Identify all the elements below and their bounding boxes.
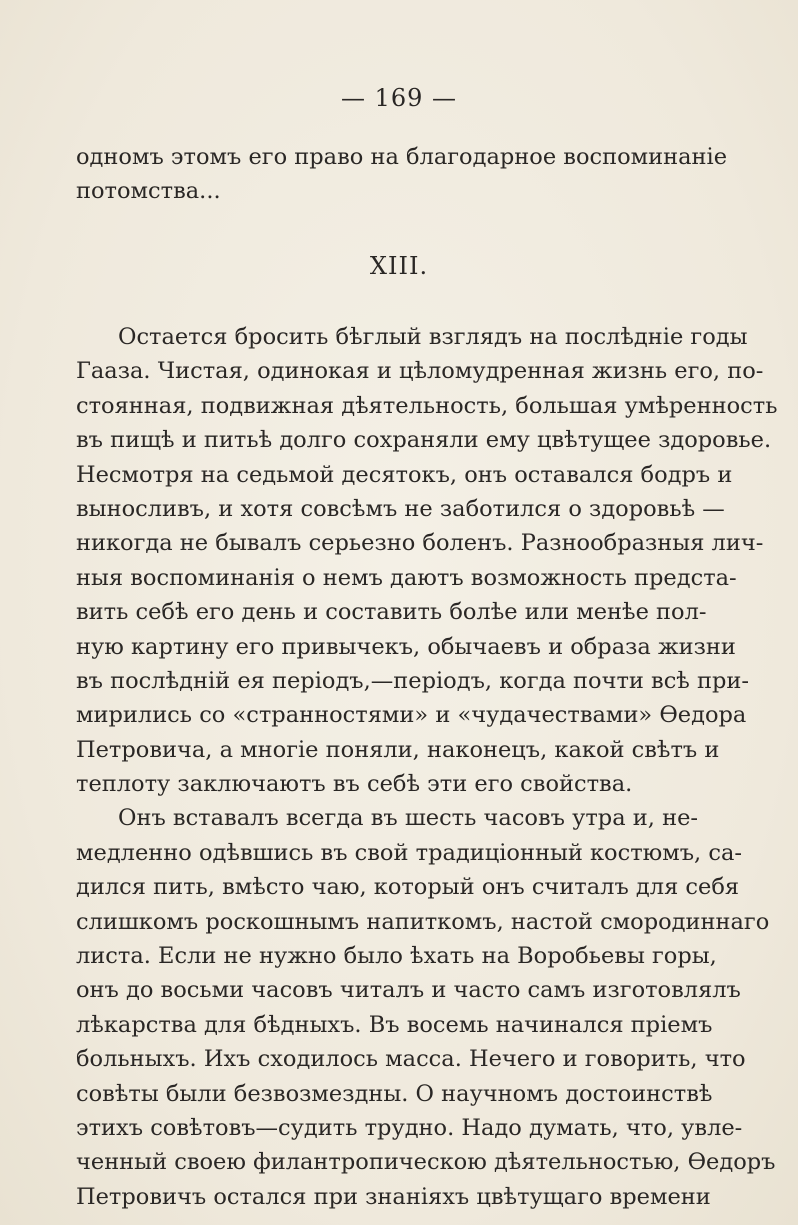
text-line: мирились со «странностями» и «чудачествами» Ѳедора [76,702,747,729]
text-line: ченный своею филантропическою дѣятельностью, Ѳедоръ [76,1149,776,1176]
text-line: въ пищѣ и питьѣ долго сохраняли ему цвѣтущее здоровье. [76,427,772,454]
text-line: медленно одѣвшись въ свой традиціонный костюмъ, са- [76,839,742,866]
text-line: лѣкарства для бѣдныхъ. Въ восемь начинался пріемъ [76,1011,713,1038]
text-line: Петровичъ остался при знаніяхъ цвѣтущаго времени [76,1183,711,1210]
text-line: этихъ совѣтовъ—судить трудно. Надо думать, что, увле- [76,1114,743,1141]
text-line: Петровича, а многіе поняли, наконецъ, какой свѣтъ и [76,736,720,763]
text-line: Остается бросить бѣглый взглядъ на послѣдніе годы [118,324,748,350]
text-line: слишкомъ роскошнымъ напиткомъ, настой смородиннаго [76,908,770,935]
text-line: потомства... [76,178,221,205]
section-heading: XIII. [369,252,429,280]
text-line: теплоту заключаютъ въ себѣ эти его свойства. [76,771,633,798]
text-line: дился пить, вмѣсто чаю, который онъ считалъ для себя [76,874,740,901]
intro-text [76,140,728,209]
text-line: Несмотря на седьмой десятокъ, онъ оставался бодръ и [76,461,733,488]
text-line: листа. Если не нужно было ѣхать на Воробьевы горы, [76,943,717,970]
paragraph-2 [76,801,776,1214]
text-line: выносливъ, и хотя совсѣмъ не заботился о здоровьѣ — [76,495,725,522]
text-line: одномъ этомъ его право на благодарное воспоминаніе [76,144,728,170]
page-number: — 169 — [340,84,458,112]
text-line: ную картину его привычекъ, обычаевъ и образа жизни [76,633,736,660]
text-line: ныя воспоминанія о немъ даютъ возможность предста- [76,564,737,591]
text-line: совѣты были безвозмездны. О научномъ достоинствѣ [76,1080,713,1107]
text-line: въ послѣдній ея періодъ,—періодъ, когда почти всѣ при- [76,667,750,694]
text-line: больныхъ. Ихъ сходилось масса. Нечего и говорить, что [76,1046,746,1073]
text-line: Онъ вставалъ всегда въ шесть часовъ утра и, не- [118,805,698,832]
text-line: Гааза. Чистая, одинокая и цѣломудренная жизнь его, по- [76,358,764,385]
text-line: никогда не бывалъ серьезно боленъ. Разнообразныя лич- [76,530,764,557]
paragraph-1 [76,320,778,801]
text-line: стоянная, подвижная дѣятельность, большая умѣренность [76,392,778,419]
body-text [76,320,778,1214]
text-line: вить себѣ его день и составить болѣе или менѣе пол- [76,599,707,626]
text-line: онъ до восьми часовъ читалъ и часто самъ изготовлялъ [76,977,741,1004]
